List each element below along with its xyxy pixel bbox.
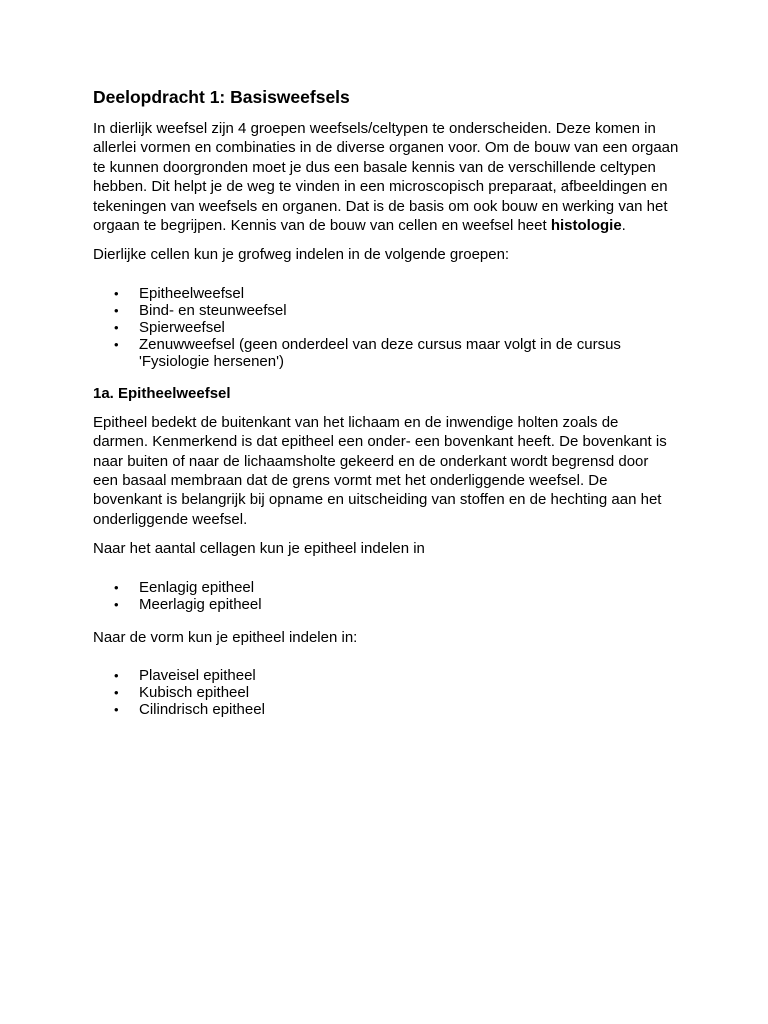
section-1a-title: 1a. Epitheelweefsel [93,384,231,402]
cellagen-list [93,579,683,613]
bullet-icon: • [114,685,119,701]
intro-text: In dierlijk weefsel zijn 4 groepen weefsels/celtypen te onderscheiden. Deze komen in allerlei vormen en combinaties in de diverse organen voor. Om de bouw van een orgaan te kunnen doorgronden moet je dus een basale kennis van de verschillende celtypen hebben. Dit helpt je de weg te vinden in een microscopisch preparaat, afbeeldingen en tekeningen van weefsels en organen. Dat is de basis om ook bouw en werking van het orgaan te begrijpen. Kennis van de bouw van cellen en weefsel heet [93,120,679,235]
list-item: • Zenuwweefsel (geen onderdeel van deze cursus maar volgt in de cursus 'Fysiologie hersenen') [114,335,621,370]
vorm-intro: Naar de vorm kun je epitheel indelen in: [93,628,358,646]
list-item: • Epitheelweefsel [114,284,245,302]
document-page [93,86,683,729]
cellagen-intro: Naar het aantal cellagen kun je epitheel indelen in [93,540,425,558]
list-item: • Meerlagig epitheel [114,595,262,613]
intro-bold-term: histologie [550,217,622,235]
vormen-list [93,667,683,718]
bullet-icon: • [114,336,119,352]
list-item: • Kubisch epitheel [114,684,250,702]
intro-paragraph [93,119,683,235]
bullet-icon: • [114,596,119,612]
list-item: • Plaveisel epitheel [114,667,256,685]
bullet-icon: • [114,579,119,595]
bullet-icon: • [114,702,119,718]
bullet-icon: • [114,668,119,684]
epitheel-paragraph: Epitheel bedekt de buitenkant van het lichaam en de inwendige holten zoals de darmen. Kenmerkend is dat epitheel een onder- een bovenkant heeft. De bovenkant is naar buiten of naar de lichaamsholte gekeerd en de onderkant wordt begrensd door een basaal membraan dat de grens vormt met het onderliggende weefsel. De bovenkant is belangrijk bij opname en uitscheiding van stoffen en de hechting aan het onderliggende weefsel. [93,413,667,528]
list-item: • Spierweefsel [114,318,225,336]
intro-end: . [621,217,626,235]
list-item: • Bind- en steunweefsel [114,301,287,319]
bullet-icon: • [114,302,119,318]
list-item: • Cilindrisch epitheel [114,701,265,719]
groups-list [93,285,683,370]
document-title: Deelopdracht 1: Basisweefsels [93,87,350,107]
bullet-icon: • [114,285,119,301]
bullet-icon: • [114,319,119,335]
groups-intro: Dierlijke cellen kun je grofweg indelen in de volgende groepen: [93,246,510,264]
list-item: • Eenlagig epitheel [114,578,255,596]
